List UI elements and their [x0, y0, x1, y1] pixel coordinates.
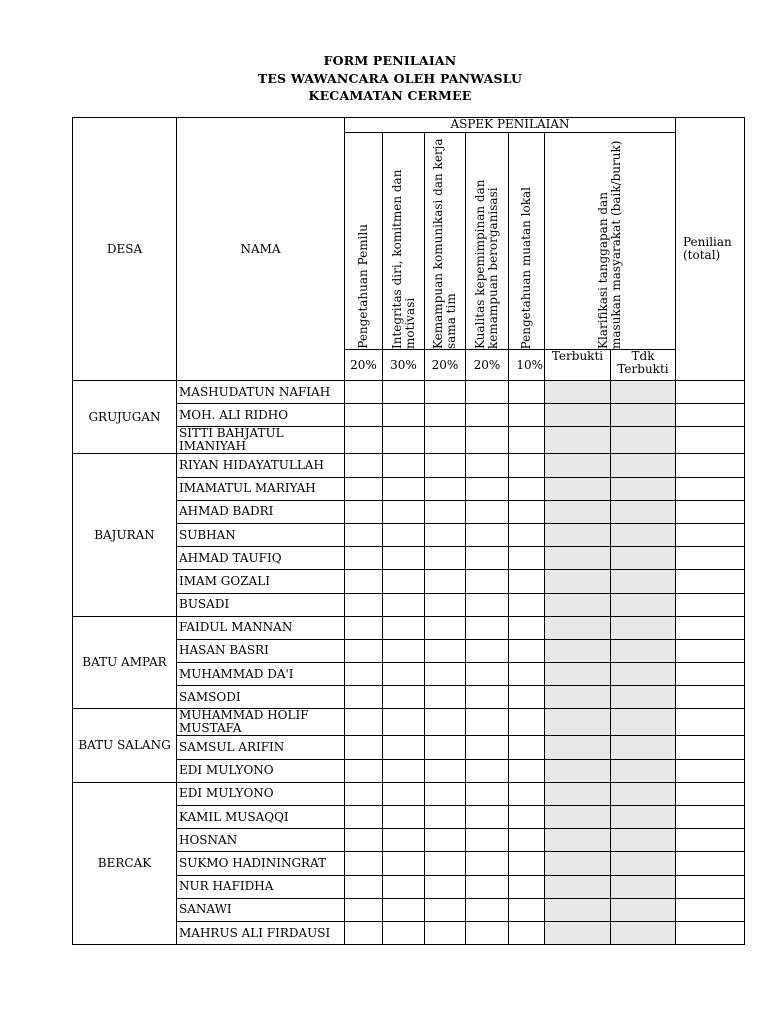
score-cell[interactable]	[345, 829, 383, 852]
score-cell[interactable]	[425, 427, 466, 454]
score-cell[interactable]	[466, 921, 509, 944]
total-cell[interactable]	[676, 852, 745, 875]
score-cell[interactable]	[383, 782, 425, 805]
total-cell[interactable]	[676, 663, 745, 686]
klarifikasi-terbukti-cell[interactable]	[545, 477, 611, 500]
score-cell[interactable]	[466, 782, 509, 805]
total-cell[interactable]	[676, 593, 745, 616]
nama-cell: SITTI BAHJATUL IMANIYAH	[177, 427, 345, 454]
klarifikasi-terbukti-cell[interactable]	[545, 921, 611, 944]
score-cell[interactable]	[509, 477, 545, 500]
klarifikasi-terbukti-cell[interactable]	[545, 427, 611, 454]
klarifikasi-tdk-terbukti-cell[interactable]	[611, 709, 676, 736]
score-cell[interactable]	[466, 736, 509, 759]
criterion-header	[466, 133, 509, 350]
score-cell[interactable]	[509, 875, 545, 898]
score-cell[interactable]	[509, 852, 545, 875]
nama-cell: EDI MULYONO	[177, 759, 345, 782]
score-cell[interactable]	[383, 921, 425, 944]
klarifikasi-tdk-terbukti-cell[interactable]	[611, 477, 676, 500]
score-cell[interactable]	[466, 500, 509, 523]
score-cell[interactable]	[383, 427, 425, 454]
score-cell[interactable]	[466, 523, 509, 546]
nama-cell: AHMAD TAUFIQ	[177, 547, 345, 570]
klarifikasi-terbukti-cell[interactable]	[545, 782, 611, 805]
klarifikasi-tdk-terbukti-cell[interactable]	[611, 759, 676, 782]
nama-cell: EDI MULYONO	[177, 782, 345, 805]
score-cell[interactable]	[466, 593, 509, 616]
total-cell[interactable]	[676, 898, 745, 921]
score-cell[interactable]	[425, 829, 466, 852]
score-cell[interactable]	[425, 404, 466, 427]
nama-cell: FAIDUL MANNAN	[177, 616, 345, 639]
klarifikasi-terbukti-cell[interactable]	[545, 898, 611, 921]
score-cell[interactable]	[509, 686, 545, 709]
form-title: FORM PENILAIAN	[323, 53, 457, 68]
nama-cell: BUSADI	[177, 593, 345, 616]
klarifikasi-tdk-terbukti-cell[interactable]	[611, 593, 676, 616]
nama-cell: SUKMO HADININGRAT	[177, 852, 345, 875]
table-row	[73, 381, 745, 404]
score-cell[interactable]	[383, 875, 425, 898]
score-cell[interactable]	[425, 381, 466, 404]
klarifikasi-tdk-terbukti-cell[interactable]	[611, 921, 676, 944]
score-cell[interactable]	[383, 663, 425, 686]
klarifikasi-tdk-terbukti-cell[interactable]	[611, 500, 676, 523]
score-cell[interactable]	[345, 500, 383, 523]
score-cell[interactable]	[345, 852, 383, 875]
klarifikasi-terbukti-cell[interactable]	[545, 523, 611, 546]
score-cell[interactable]	[425, 852, 466, 875]
klarifikasi-terbukti-cell[interactable]	[545, 852, 611, 875]
klarifikasi-terbukti-cell[interactable]	[545, 404, 611, 427]
klarifikasi-terbukti-cell[interactable]	[545, 500, 611, 523]
nama-cell: RIYAN HIDAYATULLAH	[177, 454, 345, 477]
nama-cell: MAHRUS ALI FIRDAUSI	[177, 921, 345, 944]
klarifikasi-terbukti-cell[interactable]	[545, 593, 611, 616]
total-cell[interactable]	[676, 547, 745, 570]
score-cell[interactable]	[466, 639, 509, 662]
criterion-label: Pengetahuan muatan lokal	[519, 186, 533, 349]
total-cell[interactable]	[676, 686, 745, 709]
klarifikasi-terbukti-cell[interactable]	[545, 454, 611, 477]
nama-cell: MASHUDATUN NAFIAH	[177, 381, 345, 404]
score-cell[interactable]	[425, 736, 466, 759]
klarifikasi-terbukti-cell[interactable]	[545, 663, 611, 686]
score-cell[interactable]	[425, 639, 466, 662]
score-cell[interactable]	[466, 547, 509, 570]
klarifikasi-terbukti-cell[interactable]	[545, 686, 611, 709]
total-cell[interactable]	[676, 806, 745, 829]
aspek-penilaian-header: ASPEK PENILAIAN	[345, 118, 676, 133]
score-cell[interactable]	[466, 686, 509, 709]
score-cell[interactable]	[383, 806, 425, 829]
score-cell[interactable]	[509, 709, 545, 736]
score-cell[interactable]	[345, 686, 383, 709]
score-cell[interactable]	[383, 547, 425, 570]
score-cell[interactable]	[425, 523, 466, 546]
score-cell[interactable]	[509, 806, 545, 829]
score-cell[interactable]	[383, 639, 425, 662]
criterion-header	[509, 133, 545, 350]
score-cell[interactable]	[383, 523, 425, 546]
score-cell[interactable]	[425, 782, 466, 805]
klarifikasi-tdk-terbukti-cell[interactable]	[611, 547, 676, 570]
score-cell[interactable]	[466, 759, 509, 782]
score-cell[interactable]	[345, 921, 383, 944]
score-cell[interactable]	[425, 898, 466, 921]
score-cell[interactable]	[509, 570, 545, 593]
score-cell[interactable]	[509, 782, 545, 805]
score-cell[interactable]	[509, 759, 545, 782]
nama-cell: AHMAD BADRI	[177, 500, 345, 523]
score-cell[interactable]	[466, 806, 509, 829]
score-cell[interactable]	[345, 875, 383, 898]
score-cell[interactable]	[425, 570, 466, 593]
klarifikasi-terbukti-cell[interactable]	[545, 381, 611, 404]
nama-cell: IMAM GOZALI	[177, 570, 345, 593]
criterion-header	[383, 133, 425, 350]
score-cell[interactable]	[509, 736, 545, 759]
total-cell[interactable]	[676, 570, 745, 593]
total-cell[interactable]	[676, 404, 745, 427]
score-cell[interactable]	[345, 759, 383, 782]
score-cell[interactable]	[466, 663, 509, 686]
klarifikasi-tdk-terbukti-cell[interactable]	[611, 663, 676, 686]
klarifikasi-terbukti-header: Terbukti	[545, 350, 611, 381]
weight-cell: 10%	[509, 350, 545, 381]
klarifikasi-terbukti-cell[interactable]	[545, 759, 611, 782]
total-cell[interactable]	[676, 454, 745, 477]
form-title-block	[0, 52, 768, 105]
total-cell[interactable]	[676, 381, 745, 404]
klarifikasi-tdk-terbukti-cell[interactable]	[611, 686, 676, 709]
score-cell[interactable]	[383, 898, 425, 921]
score-cell[interactable]	[509, 639, 545, 662]
klarifikasi-tdk-terbukti-cell[interactable]	[611, 639, 676, 662]
nama-cell: HOSNAN	[177, 829, 345, 852]
score-cell[interactable]	[466, 829, 509, 852]
score-cell[interactable]	[383, 616, 425, 639]
weight-cell: 20%	[466, 350, 509, 381]
klarifikasi-tdk-terbukti-header: Tdk Terbukti	[611, 350, 676, 381]
klarifikasi-tdk-terbukti-cell[interactable]	[611, 523, 676, 546]
score-cell[interactable]	[509, 523, 545, 546]
score-cell[interactable]	[425, 547, 466, 570]
score-cell[interactable]	[383, 686, 425, 709]
klarifikasi-terbukti-cell[interactable]	[545, 547, 611, 570]
score-cell[interactable]	[383, 500, 425, 523]
weight-cell: 20%	[425, 350, 466, 381]
klarifikasi-tdk-terbukti-cell[interactable]	[611, 898, 676, 921]
score-cell[interactable]	[383, 852, 425, 875]
klarifikasi-tdk-terbukti-cell[interactable]	[611, 454, 676, 477]
assessment-table	[72, 117, 745, 945]
score-cell[interactable]	[383, 593, 425, 616]
score-cell[interactable]	[466, 427, 509, 454]
score-cell[interactable]	[425, 593, 466, 616]
score-cell[interactable]	[383, 381, 425, 404]
klarifikasi-terbukti-cell[interactable]	[545, 829, 611, 852]
desa-cell: BATU SALANG	[73, 709, 177, 782]
score-cell[interactable]	[425, 454, 466, 477]
desa-column-header: DESA	[73, 118, 177, 381]
criterion-label: Kemampuan komunikasi dan kerja sama tim	[431, 138, 458, 349]
score-cell[interactable]	[509, 593, 545, 616]
score-cell[interactable]	[509, 898, 545, 921]
criterion-header	[345, 133, 383, 350]
total-cell[interactable]	[676, 829, 745, 852]
nama-cell: MUHAMMAD HOLIF MUSTAFA	[177, 709, 345, 736]
desa-cell: BATU AMPAR	[73, 616, 177, 709]
klarifikasi-terbukti-cell[interactable]	[545, 736, 611, 759]
score-cell[interactable]	[509, 500, 545, 523]
score-cell[interactable]	[383, 759, 425, 782]
score-cell[interactable]	[345, 898, 383, 921]
score-cell[interactable]	[466, 852, 509, 875]
nama-cell: NUR HAFIDHA	[177, 875, 345, 898]
score-cell[interactable]	[383, 709, 425, 736]
nama-cell: SAMSODI	[177, 686, 345, 709]
nama-cell: MUHAMMAD DA'I	[177, 663, 345, 686]
score-cell[interactable]	[425, 921, 466, 944]
klarifikasi-tdk-terbukti-cell[interactable]	[611, 782, 676, 805]
total-cell[interactable]	[676, 875, 745, 898]
score-cell[interactable]	[383, 736, 425, 759]
score-cell[interactable]	[383, 829, 425, 852]
score-cell[interactable]	[383, 477, 425, 500]
score-cell[interactable]	[509, 454, 545, 477]
klarifikasi-header	[545, 133, 676, 350]
table-row	[73, 709, 745, 736]
table-body	[73, 118, 745, 945]
klarifikasi-terbukti-cell[interactable]	[545, 806, 611, 829]
total-cell[interactable]	[676, 639, 745, 662]
score-cell[interactable]	[509, 404, 545, 427]
table-row	[73, 454, 745, 477]
score-cell[interactable]	[466, 570, 509, 593]
score-cell[interactable]	[509, 616, 545, 639]
klarifikasi-tdk-terbukti-cell[interactable]	[611, 852, 676, 875]
score-cell[interactable]	[383, 570, 425, 593]
nama-cell: MOH. ALI RIDHO	[177, 404, 345, 427]
weight-cell: 20%	[345, 350, 383, 381]
score-cell[interactable]	[509, 427, 545, 454]
klarifikasi-tdk-terbukti-cell[interactable]	[611, 427, 676, 454]
klarifikasi-terbukti-cell[interactable]	[545, 875, 611, 898]
score-cell[interactable]	[345, 663, 383, 686]
score-cell[interactable]	[509, 381, 545, 404]
score-cell[interactable]	[425, 477, 466, 500]
score-cell[interactable]	[425, 709, 466, 736]
criterion-label: Kualitas kepemimpinan dan kemampuan berorganisasi	[473, 179, 500, 349]
total-cell[interactable]	[676, 427, 745, 454]
header-row-aspek	[73, 118, 745, 133]
klarifikasi-tdk-terbukti-cell[interactable]	[611, 616, 676, 639]
nama-cell: KAMIL MUSAQQI	[177, 806, 345, 829]
score-cell[interactable]	[509, 663, 545, 686]
score-cell[interactable]	[466, 381, 509, 404]
nama-column-header: NAMA	[177, 118, 345, 381]
criterion-label: Integritas diri, komitmen dan motivasi	[389, 169, 417, 349]
nama-cell: HASAN BASRI	[177, 639, 345, 662]
klarifikasi-tdk-terbukti-cell[interactable]	[611, 875, 676, 898]
score-cell[interactable]	[345, 782, 383, 805]
score-cell[interactable]	[466, 454, 509, 477]
klarifikasi-tdk-terbukti-cell[interactable]	[611, 806, 676, 829]
weight-cell: 30%	[383, 350, 425, 381]
score-cell[interactable]	[345, 427, 383, 454]
desa-cell: BERCAK	[73, 782, 177, 944]
score-cell[interactable]	[345, 454, 383, 477]
total-column-header: Penilian (total)	[676, 118, 745, 381]
klarifikasi-terbukti-cell[interactable]	[545, 709, 611, 736]
desa-cell: BAJURAN	[73, 454, 177, 616]
score-cell[interactable]	[345, 736, 383, 759]
score-cell[interactable]	[383, 404, 425, 427]
score-cell[interactable]	[509, 829, 545, 852]
total-cell[interactable]	[676, 523, 745, 546]
score-cell[interactable]	[425, 875, 466, 898]
klarifikasi-terbukti-cell[interactable]	[545, 639, 611, 662]
form-district: KECAMATAN CERMEE	[308, 88, 472, 103]
score-cell[interactable]	[345, 616, 383, 639]
total-cell[interactable]	[676, 500, 745, 523]
nama-cell: SAMSUL ARIFIN	[177, 736, 345, 759]
score-cell[interactable]	[383, 454, 425, 477]
score-cell[interactable]	[345, 593, 383, 616]
criterion-label: Pengetahuan Pemilu	[356, 224, 370, 349]
score-cell[interactable]	[345, 381, 383, 404]
klarifikasi-tdk-terbukti-cell[interactable]	[611, 404, 676, 427]
desa-cell: GRUJUGAN	[73, 381, 177, 454]
score-cell[interactable]	[466, 709, 509, 736]
table-row	[73, 782, 745, 805]
score-cell[interactable]	[345, 404, 383, 427]
score-cell[interactable]	[345, 709, 383, 736]
klarifikasi-tdk-terbukti-cell[interactable]	[611, 570, 676, 593]
score-cell[interactable]	[345, 477, 383, 500]
score-cell[interactable]	[345, 547, 383, 570]
score-cell[interactable]	[509, 921, 545, 944]
score-cell[interactable]	[425, 759, 466, 782]
klarifikasi-terbukti-cell[interactable]	[545, 570, 611, 593]
score-cell[interactable]	[466, 875, 509, 898]
klarifikasi-tdk-terbukti-cell[interactable]	[611, 736, 676, 759]
nama-cell: SUBHAN	[177, 523, 345, 546]
nama-cell: SANAWI	[177, 898, 345, 921]
score-cell[interactable]	[345, 570, 383, 593]
criterion-label: Klarifikasi tanggapan dan masukan masyarakat (baik/buruk)	[596, 140, 623, 349]
score-cell[interactable]	[466, 477, 509, 500]
total-cell[interactable]	[676, 736, 745, 759]
total-cell[interactable]	[676, 477, 745, 500]
table-row	[73, 616, 745, 639]
klarifikasi-tdk-terbukti-cell[interactable]	[611, 381, 676, 404]
score-cell[interactable]	[466, 404, 509, 427]
nama-cell: IMAMATUL MARIYAH	[177, 477, 345, 500]
total-cell[interactable]	[676, 616, 745, 639]
total-cell[interactable]	[676, 921, 745, 944]
total-cell[interactable]	[676, 782, 745, 805]
score-cell[interactable]	[425, 663, 466, 686]
score-cell[interactable]	[345, 523, 383, 546]
score-cell[interactable]	[425, 616, 466, 639]
score-cell[interactable]	[425, 500, 466, 523]
score-cell[interactable]	[345, 639, 383, 662]
score-cell[interactable]	[466, 616, 509, 639]
total-cell[interactable]	[676, 709, 745, 736]
total-cell[interactable]	[676, 759, 745, 782]
score-cell[interactable]	[509, 547, 545, 570]
klarifikasi-tdk-terbukti-cell[interactable]	[611, 829, 676, 852]
score-cell[interactable]	[345, 806, 383, 829]
klarifikasi-terbukti-cell[interactable]	[545, 616, 611, 639]
criterion-header	[425, 133, 466, 350]
score-cell[interactable]	[425, 806, 466, 829]
form-subtitle: TES WAWANCARA OLEH PANWASLU	[257, 70, 523, 86]
score-cell[interactable]	[466, 898, 509, 921]
score-cell[interactable]	[425, 686, 466, 709]
